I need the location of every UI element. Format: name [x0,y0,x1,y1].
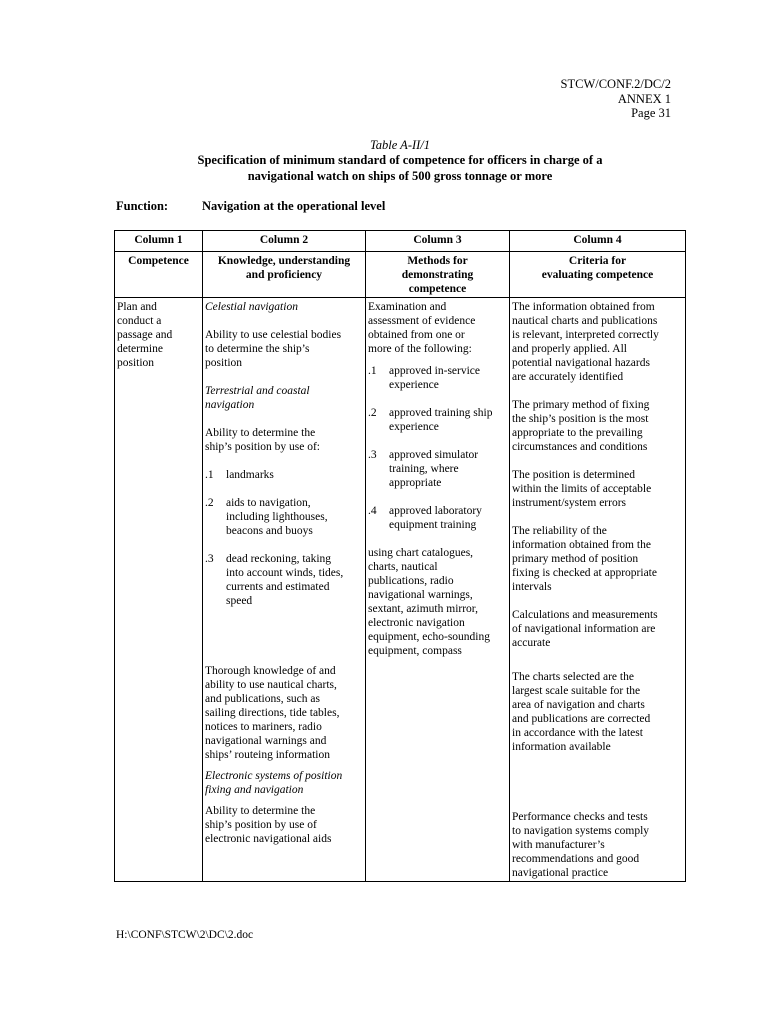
criteria-line: largest scale suitable for the [512,685,641,697]
document-reference [561,77,671,121]
column-4-header: Column 4 [510,231,686,252]
methods-item [368,504,507,532]
column-3-header: Column 3 [366,231,510,252]
table-number: Table A-II/1 [369,138,431,152]
knowledge-item [205,552,363,608]
function-label: Function: [116,199,169,213]
page-number: Page 31 [631,106,671,120]
competence-row [115,298,686,882]
criteria-line: intervals [512,581,552,593]
knowledge-item [205,468,363,482]
knowledge-line: ships’ routeing information [205,749,330,761]
criteria-line: fixing is checked at appropriate [512,567,657,579]
table-title-line2: navigational watch on ships of 500 gross tonnage or more [247,168,553,183]
knowledge-line: Ability to determine the [205,427,316,439]
knowledge-heading [203,252,366,298]
knowledge-line: to determine the ship’s [205,343,310,355]
knowledge-line: Ability to determine the [205,805,316,817]
item-text: into account winds, tides, [226,567,344,579]
function-line [116,199,385,213]
criteria-paragraph [512,810,683,880]
item-text: approved simulator [389,449,479,461]
competence-table [114,230,686,882]
criteria-paragraph [512,670,683,754]
criteria-line: The information obtained from [512,301,655,313]
knowledge-item [205,496,363,538]
criteria-line: information available [512,741,611,753]
file-path-footer: H:\CONF\STCW\2\DC\2.doc [116,929,254,941]
criteria-line: is relevant, interpreted correctly [512,329,659,341]
competence-line: passage and [117,329,173,341]
item-number: .4 [368,505,377,517]
column-1-header: Column 1 [115,231,203,252]
criteria-line: with manufacturer’s [512,839,605,851]
criteria-line: and publications are corrected [512,713,651,725]
methods-heading-line1: Methods for [407,255,468,267]
electronic-heading-line1: Electronic systems of position [205,770,343,782]
competence-heading-text: Competence [128,255,189,267]
knowledge-line: position [205,357,243,369]
methods-item [368,364,507,392]
criteria-line: instrument/system errors [512,497,627,509]
criteria-line: navigational practice [512,867,609,879]
methods-line: Examination and [368,301,447,313]
table-title-line1: Specification of minimum standard of competence for officers in charge of a [197,153,603,167]
criteria-line: circumstances and conditions [512,441,648,453]
celestial-navigation-heading: Celestial navigation [205,301,298,313]
methods-line: navigational warnings, [368,589,473,601]
table-caption [115,138,685,184]
knowledge-line: notices to mariners, radio [205,721,322,733]
methods-line: electronic navigation [368,617,465,629]
electronic-heading-line2: fixing and navigation [205,784,304,796]
criteria-line: and properly applied. All [512,343,627,355]
criteria-line: area of navigation and charts [512,699,645,711]
knowledge-line: ability to use nautical charts, [205,679,337,691]
knowledge-heading-line1: Knowledge, understanding [217,255,351,267]
methods-line: equipment, compass [368,645,462,657]
item-text: approved laboratory [389,505,482,517]
methods-heading-line2: demonstrating [401,269,474,281]
methods-cell [366,298,510,882]
competence-line: Plan and [117,301,157,313]
criteria-line: The charts selected are the [512,671,634,683]
knowledge-line: electronic navigational aids [205,833,332,845]
item-text: landmarks [226,469,274,481]
item-text: experience [389,379,439,391]
methods-line: assessment of evidence [368,315,476,327]
item-text: dead reckoning, taking [226,553,332,565]
criteria-line: potential navigational hazards [512,357,650,369]
methods-line: more of the following: [368,343,472,355]
column-number-row [115,231,686,252]
knowledge-line: and publications, such as [205,693,320,705]
methods-line: charts, nautical [368,561,438,573]
criteria-line: the ship’s position is the most [512,413,649,425]
terrestrial-heading-line2: navigation [205,399,255,411]
criteria-line: to navigation systems comply [512,825,650,837]
criteria-line: of navigational information are [512,623,656,635]
methods-heading-line3: competence [408,283,467,295]
criteria-line: primary method of position [512,553,639,565]
item-number: .1 [368,365,377,377]
item-text: appropriate [389,477,442,489]
item-text: training, where [389,463,459,475]
knowledge-line: Ability to use celestial bodies [205,329,342,341]
function-value: Navigation at the operational level [202,199,386,213]
criteria-paragraph [512,608,683,650]
criteria-line: information obtained from the [512,539,651,551]
electronic-systems-heading [205,769,363,797]
criteria-line: recommendations and good [512,853,640,865]
criteria-paragraph [512,468,683,510]
methods-heading [366,252,510,298]
knowledge-heading-line2: and proficiency [245,269,323,281]
competence-line: position [117,357,155,369]
competence-cell [115,298,203,882]
item-text: including lighthouses, [226,511,328,523]
knowledge-line: ship’s position by use of [205,819,317,831]
item-text: currents and estimated [226,581,330,593]
item-text: aids to navigation, [226,497,311,509]
criteria-line: The primary method of fixing [512,399,650,411]
item-text: approved training ship [389,407,493,419]
knowledge-line: navigational warnings and [205,735,327,747]
item-number: .2 [368,407,377,419]
column-heading-row [115,252,686,298]
criteria-line: appropriate to the prevailing [512,427,643,439]
knowledge-line: sailing directions, tide tables, [205,707,340,719]
methods-line: obtained from one or [368,329,465,341]
item-number: .1 [205,469,214,481]
criteria-line: within the limits of acceptable [512,483,652,495]
reference-code: STCW/CONF.2/DC/2 [560,77,671,91]
methods-item [368,406,507,434]
item-number: .2 [205,497,214,509]
knowledge-line: ship’s position by use of: [205,441,321,453]
methods-line: publications, radio [368,575,454,587]
knowledge-line: Thorough knowledge of and [205,665,336,677]
methods-line: using chart catalogues, [368,547,474,559]
criteria-heading-line1: Criteria for [568,255,627,267]
knowledge-cell [203,298,366,882]
criteria-line: in accordance with the latest [512,727,643,739]
competence-heading [115,252,203,298]
methods-line: equipment, echo-sounding [368,631,491,643]
terrestrial-heading-line1: Terrestrial and coastal [205,385,310,397]
terrestrial-navigation-heading [205,384,363,412]
criteria-heading-line2: evaluating competence [541,269,654,281]
criteria-paragraph [512,398,683,454]
item-text: approved in-service [389,365,481,377]
criteria-heading [510,252,686,298]
annex-label: ANNEX 1 [617,91,671,106]
criteria-line: Calculations and measurements [512,609,658,621]
competence-line: conduct a [117,315,162,327]
item-text: experience [389,421,439,433]
criteria-line: nautical charts and publications [512,315,658,327]
item-number: .3 [205,553,214,565]
criteria-line: accurate [512,637,551,649]
criteria-line: Performance checks and tests [512,811,648,823]
methods-line: sextant, azimuth mirror, [368,603,479,615]
competence-line: determine [117,343,163,355]
item-text: equipment training [389,519,477,531]
item-text: speed [226,595,253,607]
item-number: .3 [368,449,377,461]
criteria-paragraph [512,524,683,594]
criteria-cell [510,298,686,882]
methods-item [368,448,507,490]
criteria-line: The position is determined [512,469,635,481]
item-text: beacons and buoys [226,525,313,537]
column-2-header: Column 2 [203,231,366,252]
criteria-line: The reliability of the [512,525,607,537]
criteria-line: are accurately identified [512,371,624,383]
criteria-paragraph [512,300,683,384]
